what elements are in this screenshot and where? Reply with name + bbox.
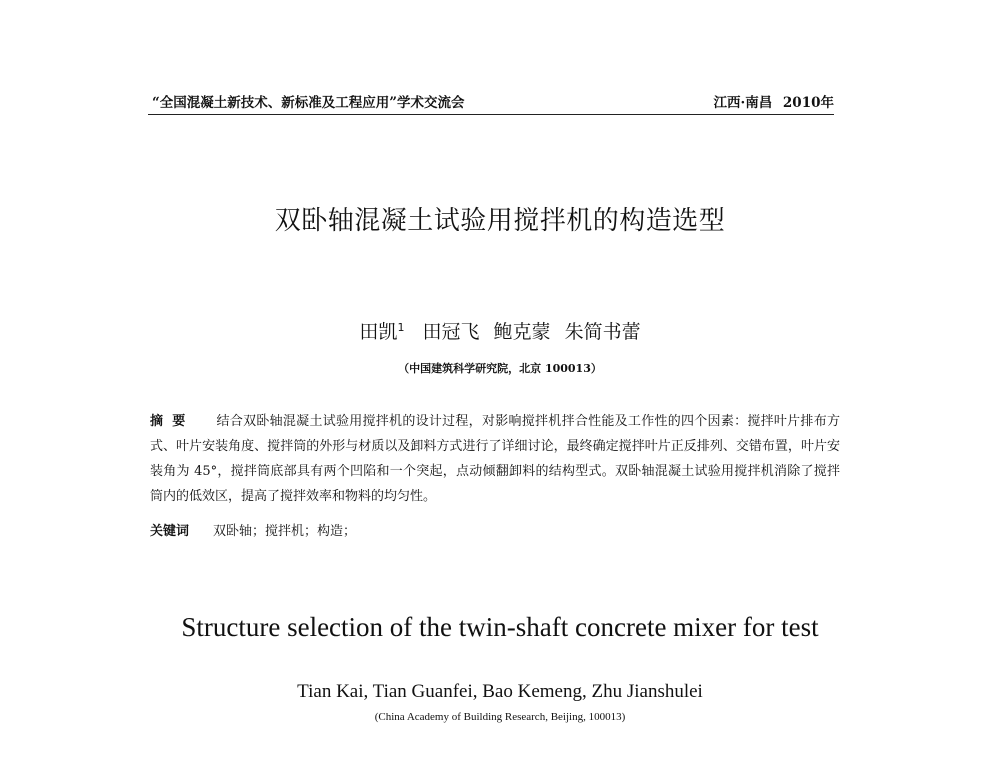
chinese-title: 双卧轴混凝土试验用搅拌机的构造选型 — [274, 206, 726, 236]
page-header — [148, 92, 834, 115]
other-authors: 田冠飞 鲍克蒙 朱简书蕾 — [422, 321, 641, 343]
english-affiliation: (China Academy of Building Research, Beijing, 100013) — [374, 711, 626, 723]
english-authors: Tian Kai, Tian Guanfei, Bao Kemeng, Zhu Jianshulei — [297, 681, 703, 702]
keywords-text: 双卧轴；搅拌机；构造； — [213, 524, 357, 539]
chinese-authors — [0, 317, 1000, 344]
keywords — [150, 519, 840, 544]
english-title: Structure selection of the twin-shaft concrete mixer for test — [181, 612, 819, 642]
conference-name: “全国混凝土新技术、新标准及工程应用”学术交流会 — [152, 95, 465, 111]
abstract-label: 摘要 — [150, 414, 195, 429]
affiliation-mark: 1 — [397, 321, 405, 334]
conference-location-date: 江西·南昌 2010年 — [713, 95, 834, 111]
chinese-affiliation: （中国建筑科学研究院，北京 100013） — [398, 362, 602, 375]
abstract-text: 结合双卧轴混凝土试验用搅拌机的设计过程，对影响搅拌机拌合性能及工作性的四个因素：搅拌叶片排布方式、叶片安装角度、搅拌筒的外形与材质以及卸料方式进行了详细讨论，最终确定搅拌叶片正反排列、交错布置，叶片安装角为 45°，搅拌筒底部具有两个凹陷和一个突起，点动倾翻卸料的结构型式。双卧轴混凝土试验用搅拌机消除了搅拌筒内的低效区，提高了搅拌效率和物料的均匀性。 — [150, 414, 840, 504]
abstract — [150, 409, 840, 509]
keywords-label: 关键词 — [150, 524, 190, 539]
first-author: 田凯 — [359, 321, 398, 343]
